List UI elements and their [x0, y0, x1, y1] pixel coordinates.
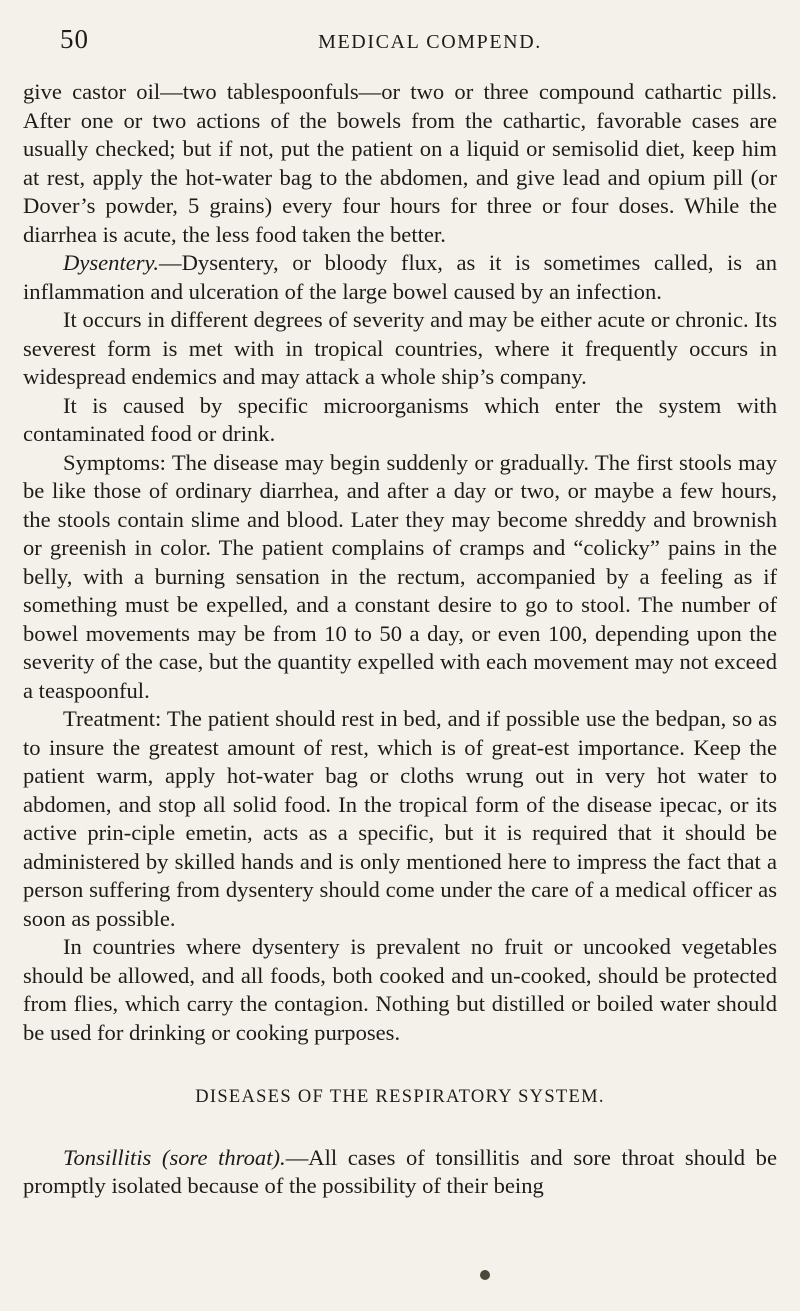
paragraph-severity: It occurs in different degrees of severity and may be either acute or chronic. Its severest form is met with in tropical countries, where it frequently occurs in widespread endemics and may attack a whole ship’s company. [23, 307, 777, 389]
paragraph-prevention: In countries where dysentery is prevalent no fruit or uncooked vegetables should be allowed, and all foods, both cooked and un-cooked, should be protected from flies, which carry the contagion. Nothing but distilled or boiled water should be used for drinking or cooking purposes. [23, 934, 777, 1045]
running-title: MEDICAL COMPEND. [318, 31, 542, 53]
paragraph-dysentery-definition [23, 249, 777, 306]
section-heading: DISEASES OF THE RESPIRATORY SYSTEM. [195, 1087, 605, 1107]
body-text [23, 78, 777, 1201]
paragraph-symptoms: Symptoms: The disease may begin suddenly or gradually. The first stools may be like those of ordinary diarrhea, and after a day or two, or maybe a few hours, the stools contain slime and blood. Later they may become shreddy and brownish or greenish in color. The patient complains of cramps and “colicky” pains in the belly, with a burning sensation in the rectum, accompanied by a feeling as if something must be expelled, and a constant desire to go to stool. The number of bowel movements may be from 10 to 50 a day, or even 100, depending upon the severity of the case, but the quantity expelled with each movement may not exceed a teaspoonful. [23, 449, 777, 703]
paragraph-diarrhea-treatment: give castor oil—two tablespoonfuls—or two or three compound cathartic pills. After one or two actions of the bowels from the cathartic, favorable cases are usually checked; but if not, put the patient on a liquid or semisolid diet, keep him at rest, apply the hot-water bag to the abdomen, and give lead and opium pill (or Dover’s powder, 5 grains) every four hours for three or four doses. While the diarrhea is acute, the less food taken the better. [23, 79, 777, 247]
tonsillitis-text: —All cases of tonsillitis and sore throat should be promptly isolated because of the possibility of their being [23, 1144, 777, 1198]
dysentery-definition-text: —Dysentery, or bloody flux, as it is sometimes called, is an inflammation and ulceration of the large bowel caused by an infection. [23, 250, 777, 304]
page-header [60, 24, 740, 64]
tonsillitis-heading: Tonsillitis (sore throat). [63, 1144, 286, 1170]
paragraph-cause: It is caused by specific microorganisms which enter the system with contaminated food or drink. [23, 392, 777, 446]
paragraph-tonsillitis [23, 1144, 777, 1201]
page-number: 50 [60, 24, 89, 54]
paragraph-treatment: Treatment: The patient should rest in bed, and if possible use the bedpan, so as to insure the greatest amount of rest, which is of great-est importance. Keep the patient warm, apply hot-water bag or cloths wrung out in very hot water to abdomen, and stop all solid food. In the tropical form of the disease ipecac, or its active prin-ciple emetin, acts as a specific, but it is required that it should be administered by skilled hands and is only mentioned here to impress the fact that a person suffering from dysentery should come under the care of a medical officer as soon as possible. [23, 706, 777, 931]
ink-spot-mark [480, 1270, 490, 1280]
dysentery-heading: Dysentery. [63, 250, 159, 275]
